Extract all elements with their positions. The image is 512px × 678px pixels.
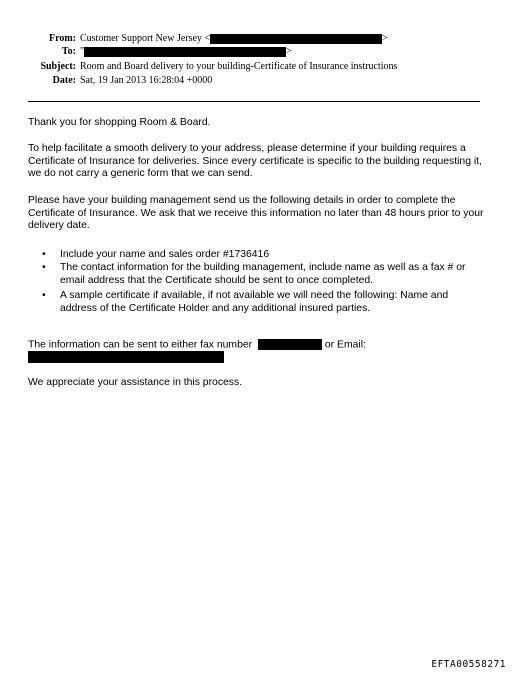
redaction-block [258, 339, 322, 350]
from-value: Customer Support New Jersey < [80, 33, 211, 44]
redaction-block [84, 47, 286, 57]
document-id: EFTA00558271 [431, 659, 506, 670]
info-line-start: The information can be sent to either fax number [28, 339, 253, 351]
to-value: " [80, 46, 85, 57]
redaction-block [28, 351, 224, 363]
redaction-block [210, 34, 382, 44]
paragraph-details: Please have your building management send us the following details in order to complete the Certificate of Insurance. We ask that we receive this information no later than 48 hours prior to your delivery date. [28, 195, 484, 232]
close-bracket: > [382, 33, 388, 44]
subject-label: Subject: [40, 61, 76, 72]
closing: We appreciate your assistance in this process. [28, 377, 243, 388]
bullet-icon: • [42, 262, 46, 273]
subject-value: Room and Board delivery to your building-Certificate of Insurance instructions [80, 61, 398, 72]
from-label: From: [48, 33, 76, 44]
header-divider [28, 101, 480, 102]
paragraph-delivery: To help facilitate a smooth delivery to your address, please determine if your building requires a Certificate of Insurance for deliveries. Since every certificate is specific to the building requesting it, we do not carry a generic form that we can send. [28, 143, 482, 180]
bullet-icon: • [42, 290, 46, 301]
bullet-icon: • [42, 249, 46, 260]
to-label: To: [61, 46, 76, 57]
info-line [28, 339, 488, 352]
greeting: Thank you for shopping Room & Board. [28, 117, 211, 128]
info-line-mid: or Email: [324, 339, 366, 351]
date-label: Date: [52, 75, 76, 86]
date-value: Sat, 19 Jan 2013 16:28:04 +0000 [80, 75, 213, 86]
close-bracket: > [286, 46, 292, 57]
